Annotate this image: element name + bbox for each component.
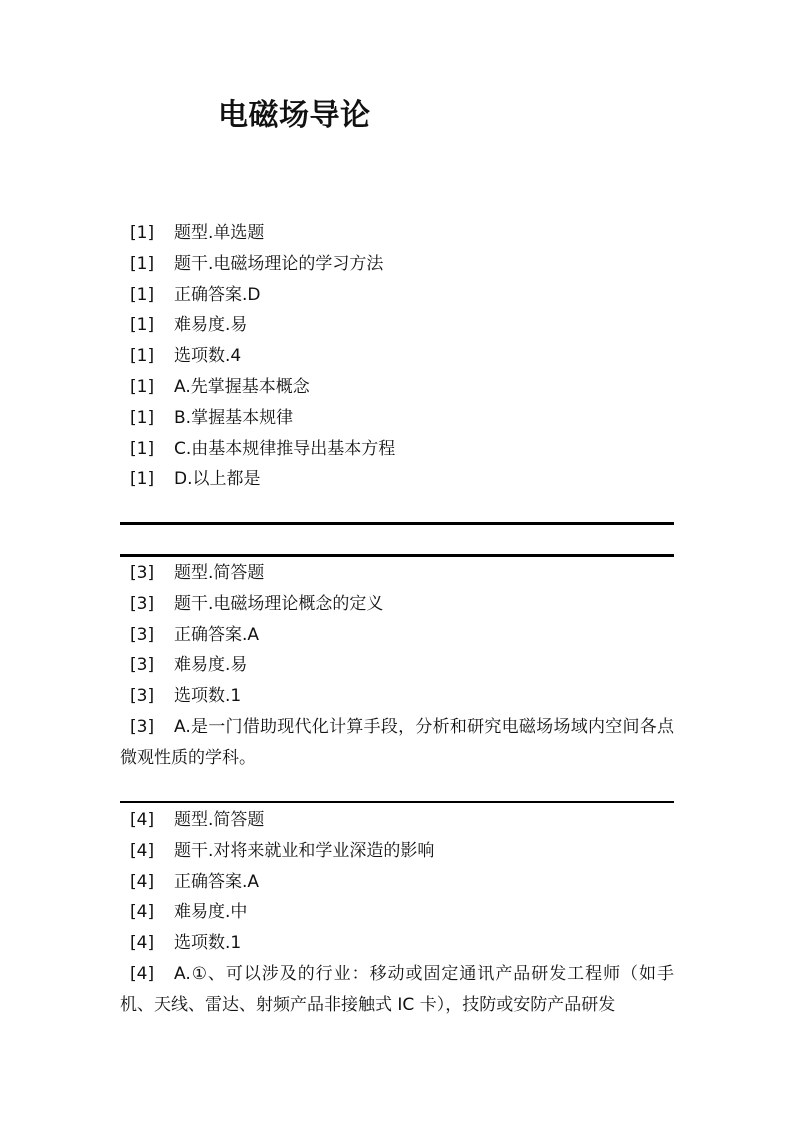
question-1 [120, 218, 674, 495]
question-3-stem [120, 589, 674, 620]
question-1-type [120, 218, 674, 249]
line-text: 难易度.易 [174, 315, 248, 336]
line-text: C.由基本规律推导出基本方程 [174, 438, 396, 459]
paragraph-text: A.①、可以涉及的行业：移动或固定通讯产品研发工程师（如手机、天线、雷达、射频产品非接触式 IC 卡），技防或安防产品研发 [120, 963, 674, 1015]
question-number: [4] [130, 963, 155, 984]
question-number: [1] [130, 438, 155, 459]
question-1-option-b [120, 403, 674, 434]
question-number: [3] [130, 655, 155, 676]
line-text: D.以上都是 [174, 469, 261, 490]
question-1-stem [120, 249, 674, 280]
line-text: 难易度.中 [174, 902, 248, 923]
question-1-difficulty [120, 310, 674, 341]
question-number: [4] [130, 933, 155, 954]
question-number: [3] [130, 593, 155, 614]
line-text: 难易度.易 [174, 655, 248, 676]
question-number: [1] [130, 469, 155, 490]
question-number: [4] [130, 902, 155, 923]
question-number: [1] [130, 376, 155, 397]
line-text: 正确答案.A [174, 871, 260, 892]
question-1-option-count [120, 341, 674, 372]
line-text: 正确答案.D [174, 284, 261, 305]
question-1-option-a [120, 372, 674, 403]
question-number: [1] [130, 223, 155, 243]
line-text: 选项数.1 [174, 686, 242, 707]
line-text: 选项数.1 [174, 933, 242, 954]
question-3-answer [120, 620, 674, 651]
line-text: A.先掌握基本概念 [174, 376, 310, 397]
line-text: 题型.简答题 [174, 563, 265, 583]
question-3-type [120, 558, 674, 589]
question-1-option-c [120, 434, 674, 465]
question-number: [1] [130, 284, 155, 305]
question-number: [3] [130, 624, 155, 645]
question-number: [3] [130, 716, 155, 737]
question-1-answer [120, 280, 674, 311]
question-4-stem [120, 836, 674, 867]
divider [120, 801, 674, 803]
question-number: [3] [130, 686, 155, 707]
document-title: 电磁场导论 [218, 98, 371, 133]
line-text: 题型.简答题 [174, 810, 265, 830]
question-4-option-a [120, 959, 674, 1021]
paragraph-text: A.是一门借助现代化计算手段，分析和研究电磁场场域内空间各点微观性质的学科。 [120, 716, 674, 768]
question-number: [1] [130, 346, 155, 367]
question-3-difficulty [120, 650, 674, 681]
line-text: B.掌握基本规律 [174, 407, 294, 428]
question-3-option-a [120, 712, 674, 774]
question-number: [3] [130, 563, 155, 583]
question-number: [1] [130, 253, 155, 274]
question-4-type [120, 805, 674, 836]
question-4 [120, 805, 674, 1021]
question-4-option-count [120, 928, 674, 959]
question-4-answer [120, 867, 674, 898]
question-number: [1] [130, 407, 155, 428]
question-3 [120, 558, 674, 774]
line-text: 正确答案.A [174, 624, 260, 645]
line-text: 题干.电磁场理论概念的定义 [174, 593, 384, 614]
question-3-option-count [120, 681, 674, 712]
line-text: 题型.单选题 [174, 223, 265, 243]
divider [120, 522, 674, 525]
line-text: 题干.对将来就业和学业深造的影响 [174, 840, 435, 861]
question-1-option-d [120, 464, 674, 495]
question-number: [4] [130, 871, 155, 892]
line-text: 题干.电磁场理论的学习方法 [174, 253, 384, 274]
question-number: [4] [130, 840, 155, 861]
divider [120, 554, 674, 557]
question-number: [4] [130, 810, 155, 830]
question-4-difficulty [120, 897, 674, 928]
question-number: [1] [130, 315, 155, 336]
line-text: 选项数.4 [174, 346, 242, 367]
